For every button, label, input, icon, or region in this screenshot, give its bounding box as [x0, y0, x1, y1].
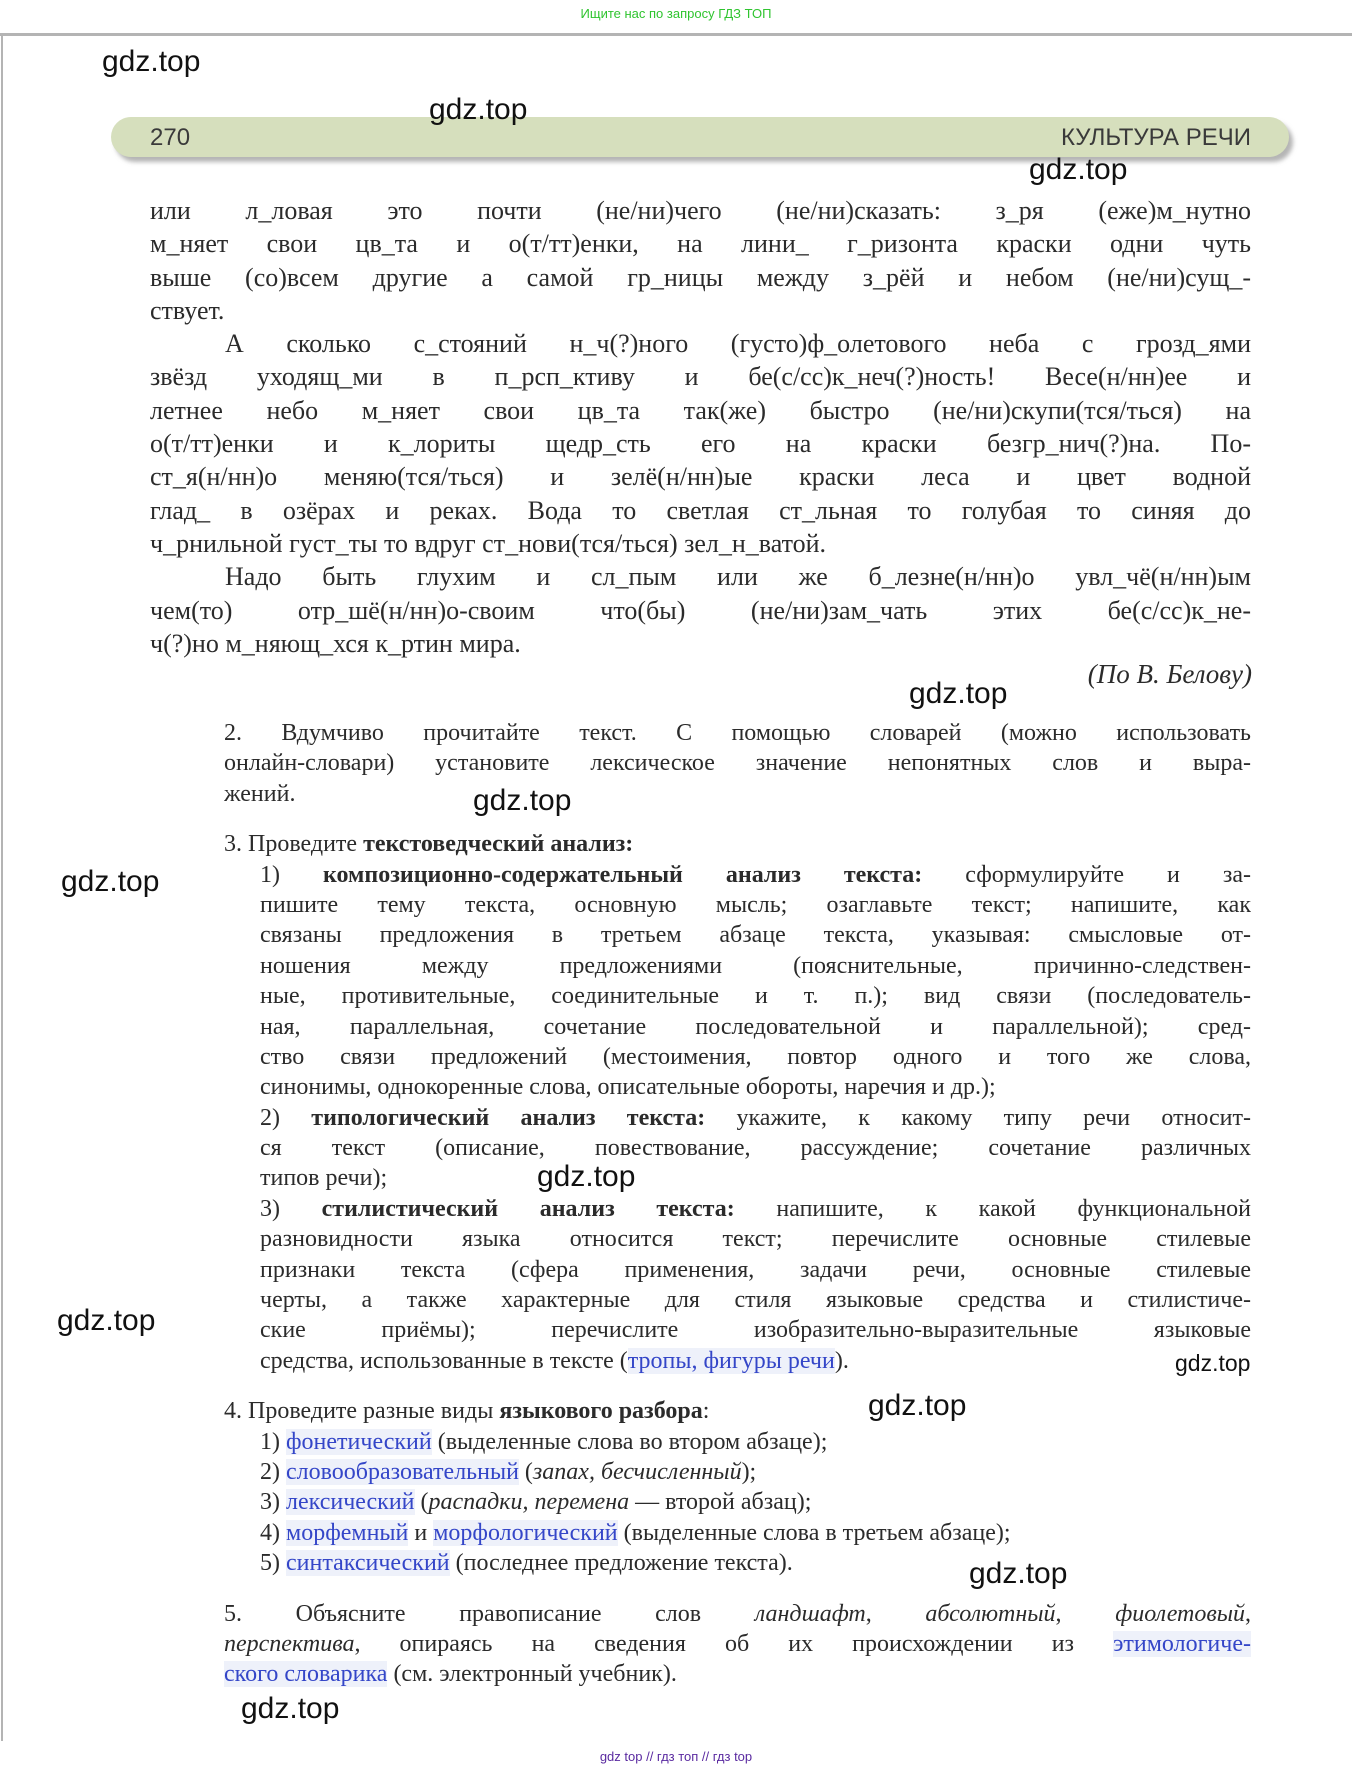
text-run: (выделенные слова во втором абзаце);: [431, 1428, 828, 1455]
reference-link[interactable]: ского словарика: [224, 1661, 388, 1688]
footer-links: gdz top // гдз топ // гдз top: [599, 1749, 753, 1764]
task-item: [224, 829, 1251, 1376]
text-line: [260, 1012, 1251, 1042]
italic-term: перспектива: [224, 1630, 355, 1657]
bold-term: текстоведческий анализ:: [363, 831, 634, 858]
text-line: [150, 427, 1251, 460]
text-line: [260, 1133, 1251, 1163]
text-run: синонимы, однокоренные слова, описательные обороты, наречия и др.);: [260, 1074, 996, 1101]
reference-link[interactable]: синтаксический: [286, 1550, 450, 1577]
text-run: 4): [260, 1519, 286, 1546]
search-hint-banner: Ищите нас по запросу ГДЗ ТОП: [580, 6, 772, 21]
text-run: средства, использованные в тексте (: [260, 1347, 628, 1374]
bold-term: стилистический анализ текста:: [321, 1195, 735, 1222]
text-line: [224, 1629, 1251, 1659]
text-run: (: [414, 1489, 429, 1516]
reference-link[interactable]: этимологиче-: [1113, 1630, 1251, 1657]
text-run: ся текст (описание, повествование, рассуждение; сочетание различных: [260, 1135, 1251, 1162]
text-line: [150, 227, 1251, 260]
task-item: [224, 718, 1251, 809]
text-line: [224, 829, 1251, 859]
text-line: [224, 1659, 1251, 1689]
reference-link[interactable]: фонетический: [286, 1428, 432, 1455]
text-line: [260, 1042, 1251, 1072]
text-run: ,: [1055, 1600, 1116, 1627]
text-run: глад_ в озёрах и реках. Вода то светлая ст_льная то голубая то синяя до: [150, 495, 1251, 525]
text-run: ч_рнильной густ_ты то вдруг ст_нови(тся/ться) зел_н_ватой.: [150, 528, 827, 558]
text-run: или л_ловая это почти (не/ни)чего (не/ни)сказать: з_ря (еже)м_нутно: [150, 196, 1251, 225]
text-run: — второй абзац);: [629, 1489, 812, 1516]
text-line: [260, 1072, 1251, 1102]
watermark: gdz.top: [241, 1692, 340, 1725]
watermark: gdz.top: [969, 1557, 1068, 1590]
text-line: [224, 1599, 1251, 1629]
page-number: 270: [150, 124, 191, 151]
text-line: [150, 560, 1251, 593]
text-run: ские приёмы); перечислите изобразительно-выразительные языковые: [260, 1317, 1251, 1344]
bold-term: композиционно-содержательный анализ текста:: [323, 861, 923, 888]
text-line: [150, 294, 1251, 327]
text-line: [260, 1457, 1251, 1487]
text-run: (последнее предложение текста).: [449, 1550, 793, 1577]
text-line: [224, 779, 1251, 809]
text-line: [260, 981, 1251, 1011]
reference-link[interactable]: морфологический: [433, 1519, 618, 1546]
reference-link[interactable]: словообразовательный: [286, 1458, 519, 1485]
frame-left-border: [1, 33, 3, 1741]
text-line: [150, 360, 1251, 393]
text-run: чем(то) отр_шё(н/нн)о-своим что(бы) (не/ни)зам_чать этих бе(с/сс)к_не-: [150, 595, 1251, 625]
text-run: (выделенные слова в третьем абзаце);: [617, 1519, 1011, 1546]
text-run: пишите тему текста, основную мысль; озаглавьте текст; напишите, как: [260, 891, 1251, 918]
text-line: [260, 951, 1251, 981]
text-run: :: [702, 1398, 710, 1425]
text-run: ).: [834, 1347, 849, 1374]
text-run: 3. Проведите: [224, 831, 364, 858]
text-run: черты, а также характерные для стиля языковые средства и стилистиче-: [260, 1287, 1251, 1314]
text-line: [150, 394, 1251, 427]
text-run: м_няет свои цв_та и о(т/тт)енки, на лини_ г_ризонта краски одни чуть: [150, 229, 1251, 259]
text-run: о(т/тт)енки и к_лориты щедр_сть его на краски безгр_нич(?)на. По-: [150, 429, 1251, 459]
text-line: [260, 1255, 1251, 1285]
text-run: и: [408, 1519, 434, 1546]
text-run: Надо быть глухим и сл_пым или же б_лезне(н/нн)о увл_чё(н/нн)ым: [225, 562, 1251, 592]
text-run: звёзд уходящ_ми в п_рсп_ктиву и бе(с/сс)к_неч(?)ность! Весе(н/нн)ее и: [150, 362, 1251, 392]
text-run: укажите, к какому типу речи относит-: [705, 1104, 1251, 1131]
text-run: напишите, к какой функциональной: [734, 1195, 1251, 1222]
watermark: gdz.top: [1029, 153, 1128, 186]
text-line: [150, 327, 1251, 360]
bold-term: типологический анализ текста:: [311, 1104, 706, 1131]
text-run: , опираясь на сведения об их происхождении из: [354, 1630, 1114, 1657]
text-run: ствует.: [150, 295, 225, 325]
text-line: [260, 1487, 1251, 1517]
italic-term: запах, бесчисленный: [532, 1458, 742, 1485]
reference-link[interactable]: тропы, фигуры речи: [627, 1347, 835, 1374]
exercise-text: [150, 194, 1251, 660]
watermark: gdz.top: [473, 784, 572, 817]
text-run: ,: [865, 1600, 926, 1627]
watermark: gdz.top: [102, 45, 201, 78]
text-line: [150, 627, 1251, 660]
reference-link[interactable]: лексический: [286, 1489, 415, 1516]
text-run: связаны предложения в третьем абзаце текста, указывая: смысловые от-: [260, 922, 1251, 949]
watermark: gdz.top: [909, 677, 1008, 710]
watermark: gdz.top: [57, 1304, 156, 1337]
text-run: 4. Проведите разные виды: [224, 1398, 500, 1425]
frame-top-border: [0, 33, 1352, 36]
text-line: [260, 1518, 1251, 1548]
text-line: [260, 1285, 1251, 1315]
text-run: 2): [260, 1104, 312, 1131]
text-line: [224, 748, 1251, 778]
page-header-band: [111, 117, 1289, 157]
italic-term: абсолютный: [925, 1600, 1056, 1627]
reference-link[interactable]: морфемный: [286, 1519, 409, 1546]
text-run: 2): [260, 1458, 286, 1485]
text-line: [150, 194, 1251, 227]
text-run: 3): [260, 1489, 286, 1516]
text-run: летнее небо м_няет свои цв_та так(же) быстро (не/ни)скупи(тся/ться) на: [150, 395, 1251, 425]
text-line: [260, 1163, 1251, 1193]
italic-term: фиолетовый: [1115, 1600, 1246, 1627]
text-line: [150, 460, 1251, 493]
text-run: 1): [260, 1428, 286, 1455]
task-item: [224, 1396, 1251, 1578]
text-run: жений.: [224, 780, 296, 807]
text-run: ная, параллельная, сочетание последовательной и параллельной); сред-: [260, 1013, 1251, 1040]
italic-term: распадки, перемена: [428, 1489, 630, 1516]
text-run: А сколько с_стояний н_ч(?)ного (густо)ф_олетового неба с грозд_ями: [225, 329, 1251, 359]
text-attribution: (По В. Белову): [1087, 659, 1252, 689]
text-run: 3): [260, 1195, 322, 1222]
text-run: 1): [260, 861, 323, 888]
text-run: ство связи предложений (местоимения, повтор одного и того же слова,: [260, 1043, 1251, 1070]
text-run: );: [741, 1458, 757, 1485]
text-line: [260, 1194, 1251, 1224]
text-line: [260, 1346, 1251, 1376]
text-line: [224, 1396, 1251, 1426]
italic-term: ландшафт: [754, 1600, 866, 1627]
text-line: [260, 890, 1251, 920]
text-run: 2. Вдумчиво прочитайте текст. С помощью словарей (можно использовать: [224, 720, 1251, 746]
text-line: [260, 1548, 1251, 1578]
text-run: ,: [1245, 1600, 1251, 1627]
text-run: разновидности языка относится текст; перечислите основные стилевые: [260, 1226, 1251, 1253]
text-line: [150, 261, 1251, 294]
text-run: ношения между предложениями (пояснительные, причинно-следствен-: [260, 952, 1251, 979]
text-run: ч(?)но м_няющ_хся к_ртин мира.: [150, 628, 521, 658]
text-line: [150, 494, 1251, 527]
text-run: признаки текста (сфера применения, задачи речи, основные стилевые: [260, 1256, 1251, 1283]
task-item: [224, 1599, 1251, 1690]
text-line: [224, 718, 1251, 748]
text-run: типов речи);: [260, 1165, 388, 1192]
text-run: выше (со)всем другие а самой гр_ницы между з_рёй и небом (не/ни)сущ_-: [150, 262, 1251, 292]
text-run: 5): [260, 1550, 286, 1577]
text-run: 5. Объясните правописание слов: [224, 1600, 755, 1627]
text-run: онлайн-словари) установите лексическое значение непонятных слов и выра-: [224, 750, 1251, 777]
text-run: сформулируйте и за-: [922, 861, 1251, 888]
watermark: gdz.top: [537, 1160, 636, 1193]
watermark: gdz.top: [61, 865, 160, 898]
text-line: [150, 527, 1251, 560]
text-line: [150, 594, 1251, 627]
text-run: (см. электронный учебник).: [387, 1661, 677, 1688]
watermark: gdz.top: [429, 93, 528, 126]
text-line: [260, 1427, 1251, 1457]
text-line: [260, 1315, 1251, 1345]
section-title: КУЛЬТУРА РЕЧИ: [1060, 124, 1251, 151]
bold-term: языкового разбора: [499, 1398, 703, 1425]
text-line: [260, 920, 1251, 950]
task-list: [224, 718, 1251, 1690]
text-run: (: [518, 1458, 533, 1485]
text-line: [260, 1103, 1251, 1133]
watermark: gdz.top: [868, 1389, 967, 1422]
text-run: ст_я(н/нн)о меняю(тся/ться) и зелё(н/нн)ые краски леса и цвет водной: [150, 462, 1251, 492]
watermark: gdz.top: [1175, 1350, 1251, 1376]
text-line: [260, 860, 1251, 890]
text-run: ные, противительные, соединительные и т. п.); вид связи (последователь-: [260, 983, 1251, 1010]
text-line: [260, 1224, 1251, 1254]
